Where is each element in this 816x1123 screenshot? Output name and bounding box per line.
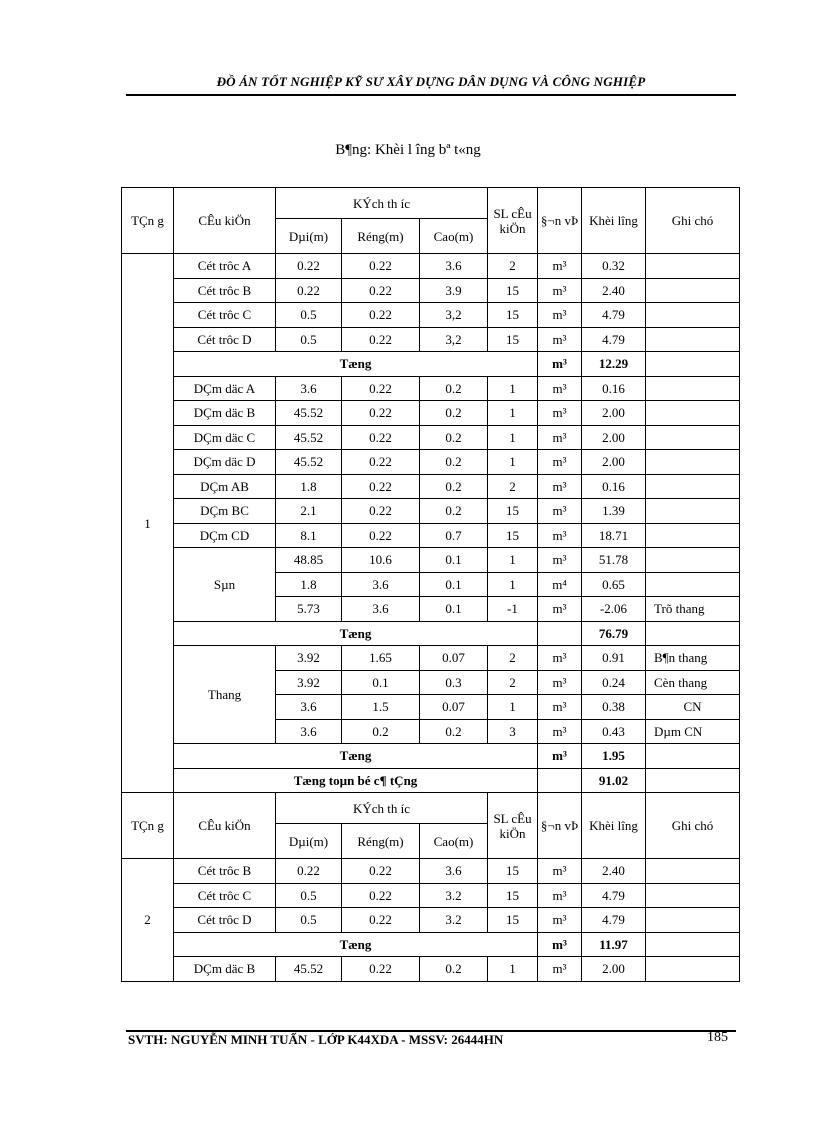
table-row [122, 303, 740, 328]
note-cell [646, 523, 740, 548]
total-row [122, 932, 740, 957]
header-rule [126, 94, 736, 96]
width-cell: 3.6 [342, 572, 420, 597]
note-cell [646, 303, 740, 328]
volume-cell: 2.40 [582, 859, 646, 884]
element-cell: DÇm däc B [174, 957, 276, 982]
height-cell: 3.6 [420, 859, 488, 884]
note-cell: Cèn thang [646, 670, 740, 695]
quantity-cell: 2 [488, 670, 538, 695]
total-note [646, 768, 740, 793]
width-cell: 0.22 [342, 908, 420, 933]
header-element: CÊu kiÖn [174, 793, 276, 859]
quantity-cell: 15 [488, 278, 538, 303]
width-cell: 0.22 [342, 499, 420, 524]
total-note [646, 352, 740, 377]
length-cell: 45.52 [276, 957, 342, 982]
quantity-cell: 15 [488, 303, 538, 328]
quantity-cell: 15 [488, 523, 538, 548]
note-cell: B¶n thang [646, 646, 740, 671]
element-cell: Cét trôc B [174, 859, 276, 884]
table-row [122, 425, 740, 450]
element-cell: DÇm däc D [174, 450, 276, 475]
unit-cell: m³ [538, 278, 582, 303]
quantity-cell: 15 [488, 908, 538, 933]
total-label: Tæng [174, 352, 538, 377]
header-width: Réng(m) [342, 824, 420, 859]
element-cell: Sµn [174, 548, 276, 622]
volume-cell: 51.78 [582, 548, 646, 573]
width-cell: 0.22 [342, 303, 420, 328]
table-header-row [122, 793, 740, 824]
total-volume: 76.79 [582, 621, 646, 646]
length-cell: 3.6 [276, 719, 342, 744]
unit-cell: m³ [538, 401, 582, 426]
element-cell: Cét trôc B [174, 278, 276, 303]
table-row [122, 401, 740, 426]
quantity-cell: 1 [488, 401, 538, 426]
volume-cell: 2.40 [582, 278, 646, 303]
element-cell: Cét trôc C [174, 883, 276, 908]
volume-cell: 18.71 [582, 523, 646, 548]
unit-cell: m³ [538, 646, 582, 671]
volume-cell: 4.79 [582, 883, 646, 908]
length-cell: 0.5 [276, 327, 342, 352]
table-row [122, 908, 740, 933]
total-volume: 91.02 [582, 768, 646, 793]
element-cell: DÇm däc B [174, 401, 276, 426]
note-cell [646, 548, 740, 573]
total-label: Tæng [174, 621, 538, 646]
volume-cell: 0.43 [582, 719, 646, 744]
volume-cell: -2.06 [582, 597, 646, 622]
table-title: B¶ng: Khèi l îng bª t«ng [335, 142, 481, 158]
height-cell: 3.2 [420, 883, 488, 908]
width-cell: 0.22 [342, 474, 420, 499]
total-volume: 1.95 [582, 744, 646, 769]
table-row [122, 957, 740, 982]
header-height: Cao(m) [420, 219, 488, 254]
height-cell: 0.2 [420, 499, 488, 524]
element-cell: DÇm CD [174, 523, 276, 548]
unit-cell: m³ [538, 523, 582, 548]
table-row [122, 548, 740, 573]
unit-cell: m³ [538, 376, 582, 401]
width-cell: 0.22 [342, 254, 420, 279]
width-cell: 10.6 [342, 548, 420, 573]
header-length: Dµi(m) [276, 219, 342, 254]
volume-cell: 0.24 [582, 670, 646, 695]
quantity-cell: 3 [488, 719, 538, 744]
quantity-cell: -1 [488, 597, 538, 622]
width-cell: 0.22 [342, 450, 420, 475]
table-row [122, 327, 740, 352]
element-cell: Cét trôc D [174, 908, 276, 933]
quantity-cell: 1 [488, 572, 538, 597]
quantity-cell: 15 [488, 859, 538, 884]
total-row [122, 744, 740, 769]
volume-cell: 0.91 [582, 646, 646, 671]
length-cell: 3.6 [276, 376, 342, 401]
header-quantity: SL cÊu kiÖn [488, 188, 538, 254]
length-cell: 45.52 [276, 450, 342, 475]
unit-cell: m³ [538, 499, 582, 524]
height-cell: 0.2 [420, 450, 488, 475]
length-cell: 2.1 [276, 499, 342, 524]
header-width: Réng(m) [342, 219, 420, 254]
volume-cell: 0.16 [582, 474, 646, 499]
header-volume: Khèi lîng [582, 188, 646, 254]
width-cell: 0.22 [342, 523, 420, 548]
volume-cell: 0.65 [582, 572, 646, 597]
floor-number-cell: 1 [122, 254, 174, 793]
note-cell [646, 401, 740, 426]
unit-cell: m³ [538, 450, 582, 475]
concrete-volume-table [121, 187, 740, 982]
height-cell: 3.9 [420, 278, 488, 303]
total-unit [538, 768, 582, 793]
note-cell: Dµm CN [646, 719, 740, 744]
footer-student-info: SVTH: NGUYỄN MINH TUẤN - LỚP K44XDA - MSSV: 26444HN [128, 1032, 504, 1047]
total-unit: m³ [538, 932, 582, 957]
unit-cell: m³ [538, 883, 582, 908]
header-height: Cao(m) [420, 824, 488, 859]
length-cell: 45.52 [276, 425, 342, 450]
height-cell: 0.3 [420, 670, 488, 695]
width-cell: 0.22 [342, 376, 420, 401]
length-cell: 1.8 [276, 474, 342, 499]
volume-cell: 1.39 [582, 499, 646, 524]
length-cell: 0.5 [276, 303, 342, 328]
height-cell: 3,2 [420, 303, 488, 328]
total-note [646, 744, 740, 769]
table-row [122, 450, 740, 475]
total-volume: 12.29 [582, 352, 646, 377]
height-cell: 0.07 [420, 646, 488, 671]
note-cell [646, 859, 740, 884]
height-cell: 0.1 [420, 548, 488, 573]
unit-cell: m³ [538, 908, 582, 933]
total-unit [538, 621, 582, 646]
unit-cell: m³ [538, 597, 582, 622]
volume-cell: 2.00 [582, 957, 646, 982]
unit-cell: m³ [538, 254, 582, 279]
unit-cell: m³ [538, 719, 582, 744]
unit-cell: m³ [538, 425, 582, 450]
quantity-cell: 2 [488, 474, 538, 499]
volume-cell: 2.00 [582, 450, 646, 475]
width-cell: 1.65 [342, 646, 420, 671]
page-number: 185 [707, 1030, 728, 1045]
note-cell [646, 425, 740, 450]
length-cell: 3.6 [276, 695, 342, 720]
width-cell: 0.22 [342, 425, 420, 450]
table-row [122, 376, 740, 401]
unit-cell: m³ [538, 548, 582, 573]
element-cell: Cét trôc C [174, 303, 276, 328]
volume-cell: 4.79 [582, 908, 646, 933]
width-cell: 0.22 [342, 859, 420, 884]
element-cell: Cét trôc A [174, 254, 276, 279]
width-cell: 0.1 [342, 670, 420, 695]
length-cell: 0.5 [276, 908, 342, 933]
total-row [122, 768, 740, 793]
note-cell [646, 499, 740, 524]
element-cell: DÇm AB [174, 474, 276, 499]
width-cell: 1.5 [342, 695, 420, 720]
quantity-cell: 2 [488, 646, 538, 671]
volume-cell: 0.38 [582, 695, 646, 720]
element-cell: Thang [174, 646, 276, 744]
height-cell: 0.2 [420, 719, 488, 744]
note-cell [646, 278, 740, 303]
volume-cell: 4.79 [582, 303, 646, 328]
height-cell: 0.2 [420, 474, 488, 499]
quantity-cell: 1 [488, 376, 538, 401]
unit-cell: m⁴ [538, 572, 582, 597]
length-cell: 0.5 [276, 883, 342, 908]
unit-cell: m³ [538, 670, 582, 695]
quantity-cell: 15 [488, 327, 538, 352]
width-cell: 0.22 [342, 327, 420, 352]
note-cell [646, 327, 740, 352]
note-cell [646, 908, 740, 933]
total-unit: m³ [538, 744, 582, 769]
total-label: Tæng [174, 932, 538, 957]
total-label: Tæng [174, 744, 538, 769]
length-cell: 48.85 [276, 548, 342, 573]
element-cell: DÇm däc A [174, 376, 276, 401]
header-element: CÊu kiÖn [174, 188, 276, 254]
table-row [122, 646, 740, 671]
table-row [122, 883, 740, 908]
header-unit: §¬n vÞ [538, 793, 582, 859]
header-note: Ghi chó [646, 188, 740, 254]
volume-cell: 2.00 [582, 425, 646, 450]
unit-cell: m³ [538, 957, 582, 982]
header-floor: TÇn g [122, 793, 174, 859]
unit-cell: m³ [538, 327, 582, 352]
total-volume: 11.97 [582, 932, 646, 957]
document-header: ĐỒ ÁN TỐT NGHIỆP KỸ SƯ XÂY DỰNG DÂN DỤNG VÀ CÔNG NGHIỆP [216, 74, 646, 89]
length-cell: 0.22 [276, 859, 342, 884]
length-cell: 3.92 [276, 646, 342, 671]
note-cell: CN [646, 695, 740, 720]
height-cell: 0.1 [420, 572, 488, 597]
header-volume: Khèi lîng [582, 793, 646, 859]
total-unit: m³ [538, 352, 582, 377]
note-cell [646, 376, 740, 401]
header-quantity: SL cÊu kiÖn [488, 793, 538, 859]
table-row [122, 278, 740, 303]
total-row [122, 352, 740, 377]
header-dimensions: KÝch th íc [276, 188, 488, 219]
table-row [122, 499, 740, 524]
quantity-cell: 1 [488, 425, 538, 450]
header-unit: §¬n vÞ [538, 188, 582, 254]
quantity-cell: 1 [488, 548, 538, 573]
length-cell: 0.22 [276, 278, 342, 303]
total-note [646, 932, 740, 957]
width-cell: 0.22 [342, 883, 420, 908]
length-cell: 0.22 [276, 254, 342, 279]
volume-cell: 0.16 [582, 376, 646, 401]
height-cell: 3.6 [420, 254, 488, 279]
height-cell: 3,2 [420, 327, 488, 352]
width-cell: 0.2 [342, 719, 420, 744]
header-dimensions: KÝch th íc [276, 793, 488, 824]
length-cell: 45.52 [276, 401, 342, 426]
note-cell [646, 450, 740, 475]
total-row [122, 621, 740, 646]
table-row [122, 254, 740, 279]
element-cell: Cét trôc D [174, 327, 276, 352]
total-label: Tæng toµn bé c¶ tÇng [174, 768, 538, 793]
length-cell: 3.92 [276, 670, 342, 695]
length-cell: 5.73 [276, 597, 342, 622]
height-cell: 0.2 [420, 425, 488, 450]
quantity-cell: 15 [488, 499, 538, 524]
note-cell [646, 572, 740, 597]
table-row [122, 859, 740, 884]
volume-cell: 4.79 [582, 327, 646, 352]
table-row [122, 474, 740, 499]
note-cell [646, 254, 740, 279]
header-floor: TÇn g [122, 188, 174, 254]
width-cell: 0.22 [342, 957, 420, 982]
table-row [122, 523, 740, 548]
quantity-cell: 2 [488, 254, 538, 279]
length-cell: 1.8 [276, 572, 342, 597]
unit-cell: m³ [538, 695, 582, 720]
note-cell [646, 474, 740, 499]
floor-number-cell: 2 [122, 859, 174, 982]
header-note: Ghi chó [646, 793, 740, 859]
total-note [646, 621, 740, 646]
quantity-cell: 15 [488, 883, 538, 908]
quantity-cell: 1 [488, 450, 538, 475]
header-length: Dµi(m) [276, 824, 342, 859]
unit-cell: m³ [538, 303, 582, 328]
volume-cell: 2.00 [582, 401, 646, 426]
length-cell: 8.1 [276, 523, 342, 548]
height-cell: 0.1 [420, 597, 488, 622]
width-cell: 0.22 [342, 278, 420, 303]
width-cell: 0.22 [342, 401, 420, 426]
table-header-row [122, 188, 740, 219]
unit-cell: m³ [538, 474, 582, 499]
height-cell: 0.2 [420, 401, 488, 426]
height-cell: 0.2 [420, 376, 488, 401]
element-cell: DÇm däc C [174, 425, 276, 450]
volume-cell: 0.32 [582, 254, 646, 279]
note-cell [646, 883, 740, 908]
unit-cell: m³ [538, 859, 582, 884]
height-cell: 0.7 [420, 523, 488, 548]
height-cell: 0.07 [420, 695, 488, 720]
quantity-cell: 1 [488, 957, 538, 982]
note-cell: Trõ thang [646, 597, 740, 622]
height-cell: 3.2 [420, 908, 488, 933]
height-cell: 0.2 [420, 957, 488, 982]
element-cell: DÇm BC [174, 499, 276, 524]
width-cell: 3.6 [342, 597, 420, 622]
quantity-cell: 1 [488, 695, 538, 720]
note-cell [646, 957, 740, 982]
